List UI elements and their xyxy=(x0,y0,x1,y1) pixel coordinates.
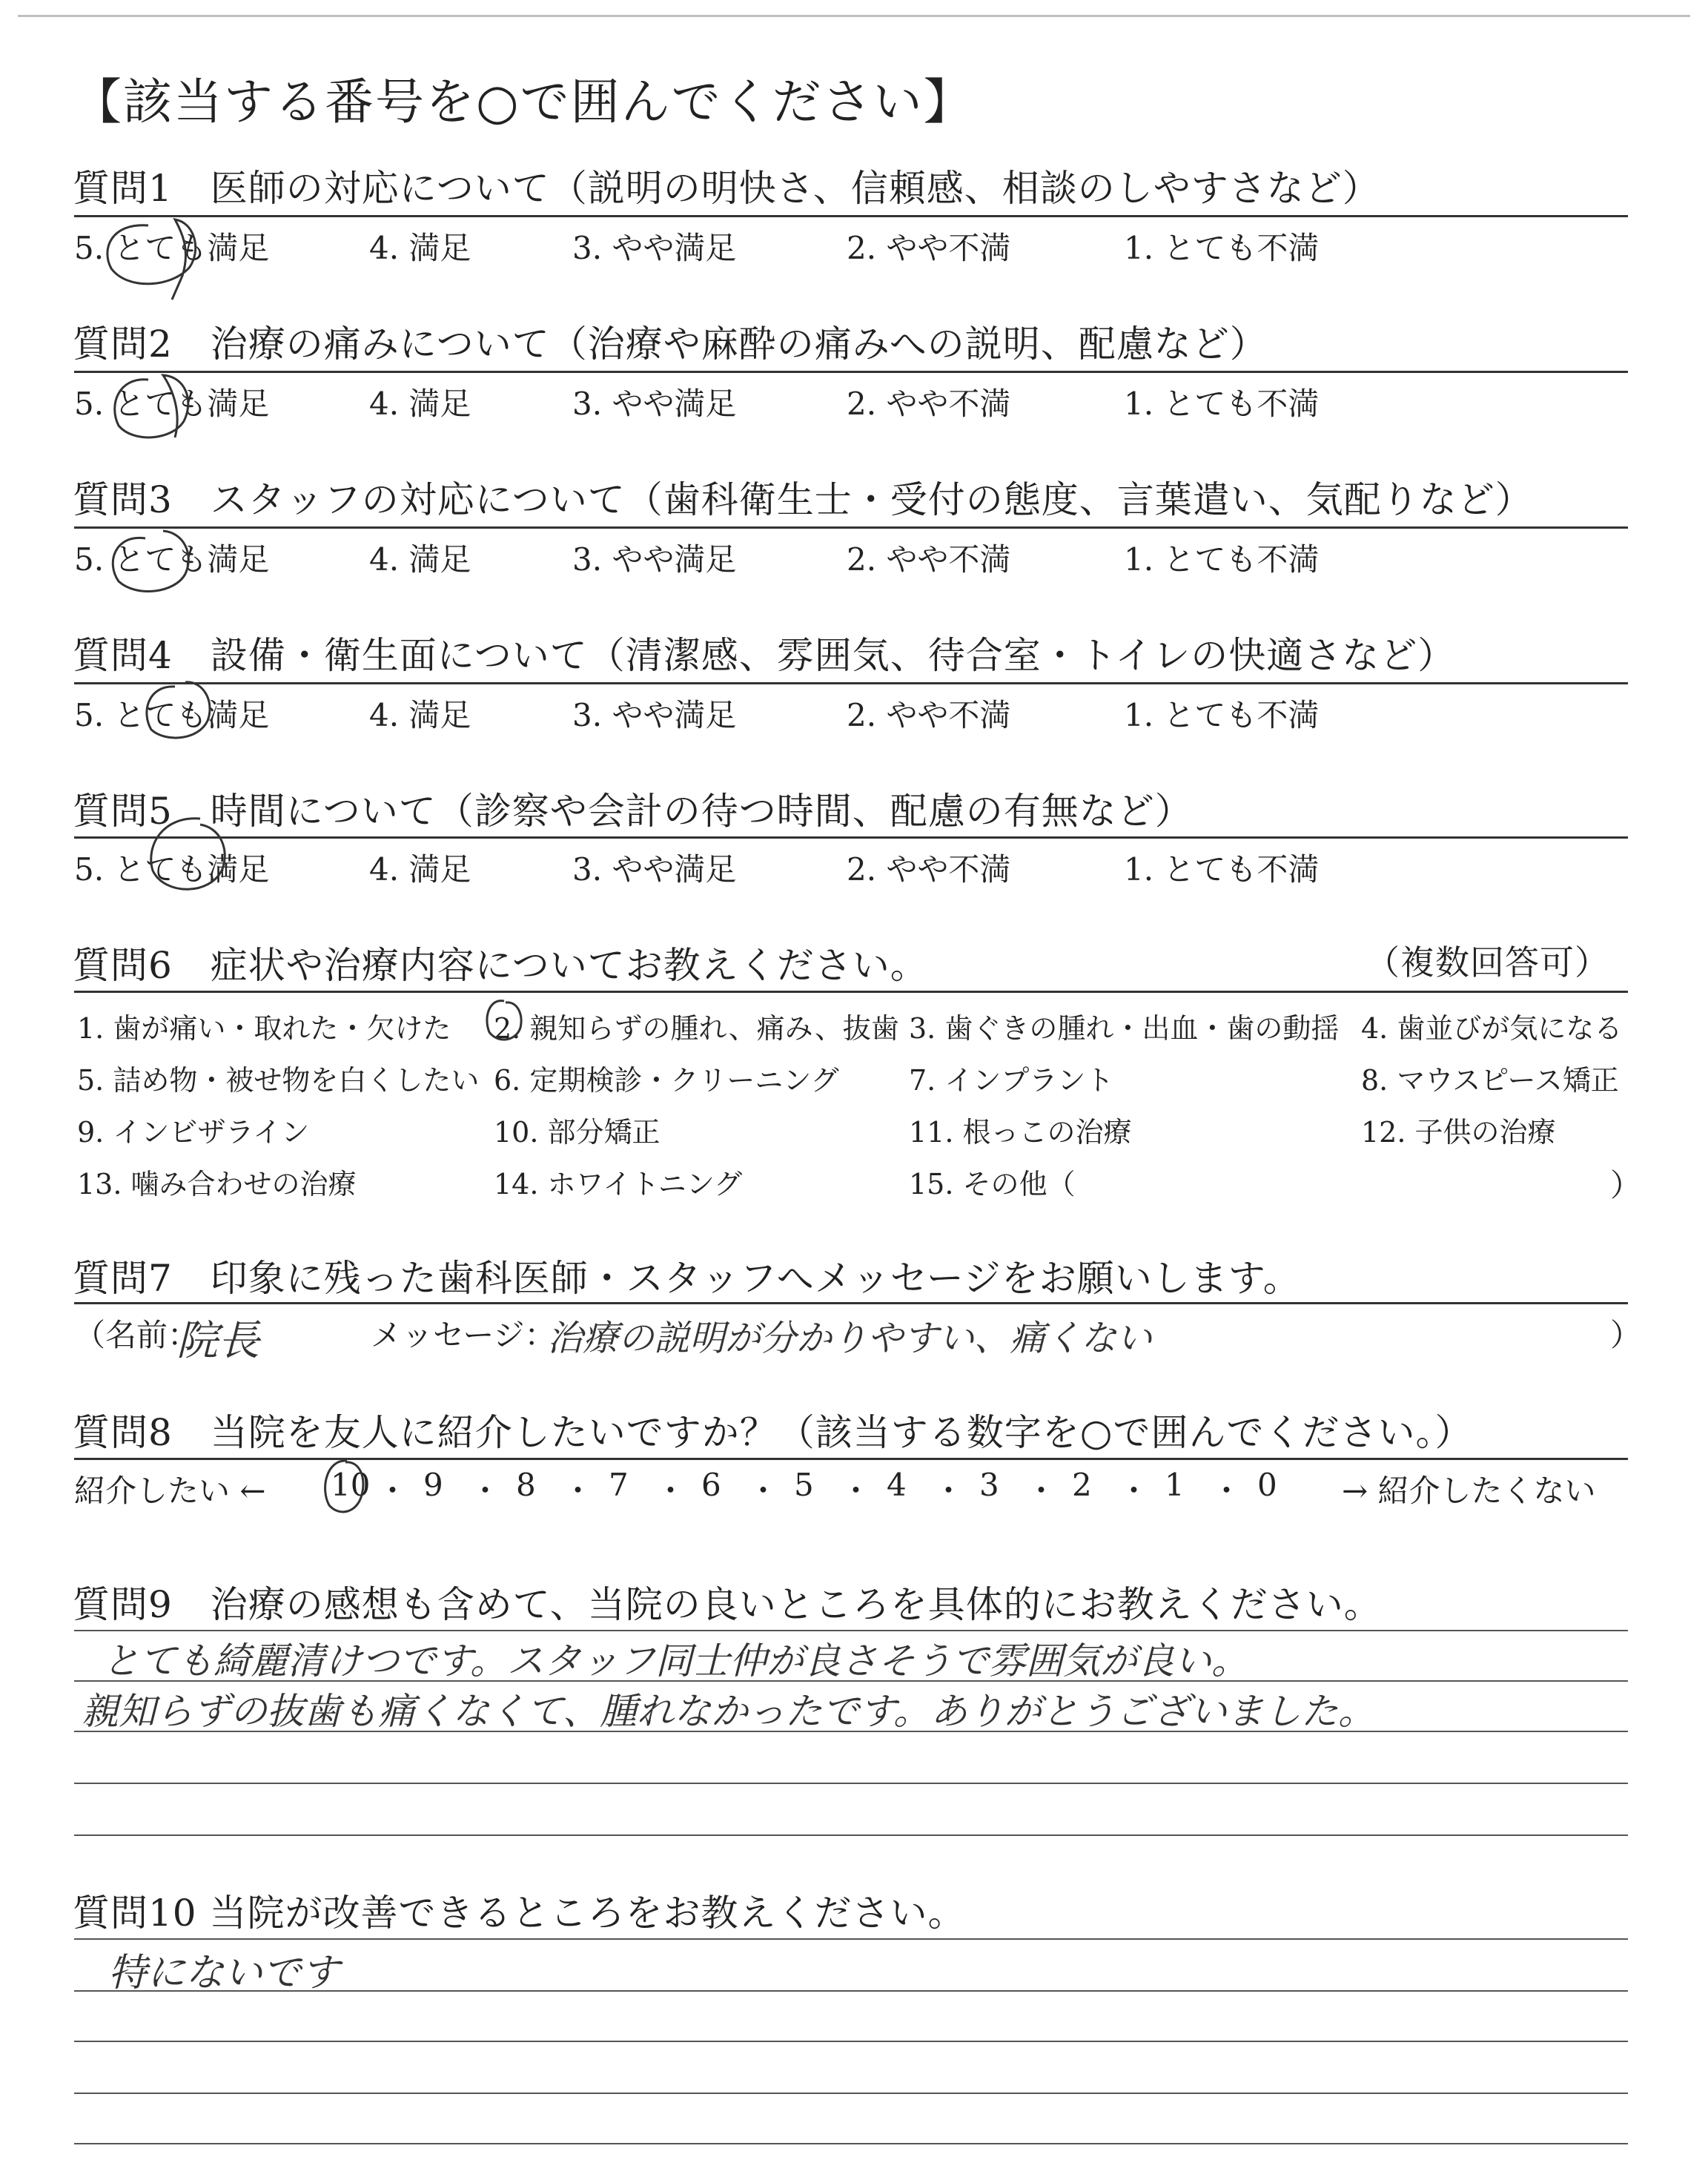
q6-option-10[interactable]: 10. 部分矯正 xyxy=(494,1116,661,1149)
q8-scale-dot: ・ xyxy=(840,1473,872,1509)
q4-option-5[interactable]: 5. とても満足 xyxy=(74,697,270,733)
q6-option-11[interactable]: 11. 根っこの治療 xyxy=(909,1116,1132,1149)
q8-scale-value-1[interactable]: 1 xyxy=(1165,1467,1185,1503)
q3-title: 質問3 スタッフの対応について（歯科衛生士・受付の態度、言葉遣い、気配りなど） xyxy=(73,478,1533,521)
q3-option-2[interactable]: 2. やや不満 xyxy=(847,541,1011,578)
q6-option-15[interactable]: 15. その他（ xyxy=(909,1168,1076,1200)
q4-title: 質問4 設備・衛生面について（清潔感、雰囲気、待合室・トイレの快適さなど） xyxy=(73,634,1456,677)
q10-handwriting-line-1[interactable]: 特にないです xyxy=(108,1951,340,1995)
q4-rule xyxy=(74,682,1628,684)
q7-rule xyxy=(74,1302,1628,1304)
q2-option-5[interactable]: 5. とても満足 xyxy=(74,386,270,422)
q6-option-8[interactable]: 8. マウスピース矯正 xyxy=(1361,1064,1619,1097)
q8-scale-value-10[interactable]: 10 xyxy=(331,1467,371,1503)
q8-right-label: → 紹介したくない xyxy=(1342,1473,1596,1509)
q6-option-14[interactable]: 14. ホワイトニング xyxy=(494,1168,743,1200)
q6-rule xyxy=(74,991,1628,993)
q8-scale-value-0[interactable]: 0 xyxy=(1257,1467,1277,1503)
q9-rule-4 xyxy=(74,1783,1628,1784)
q2-rule xyxy=(74,371,1628,373)
q6-option-9[interactable]: 9. インビザライン xyxy=(77,1116,310,1149)
q5-rule xyxy=(74,836,1628,839)
q5-option-5[interactable]: 5. とても満足 xyxy=(74,851,270,888)
q2-option-4[interactable]: 4. 満足 xyxy=(369,386,471,422)
q7-name-label: （名前： xyxy=(74,1317,199,1353)
q9-handwriting-line-2[interactable]: 親知らずの抜歯も痛くなくて、腫れなかったです。ありがとうございました。 xyxy=(82,1690,1375,1733)
q8-scale-value-3[interactable]: 3 xyxy=(979,1467,999,1503)
q6-option-2[interactable]: 2. 親知らずの腫れ、痛み、抜歯 xyxy=(494,1012,899,1045)
q7-close-paren: ） xyxy=(1610,1317,1642,1353)
q8-scale-value-2[interactable]: 2 xyxy=(1072,1467,1092,1503)
q2-option-1[interactable]: 1. とても不満 xyxy=(1124,386,1320,422)
q9-rule-5 xyxy=(74,1834,1628,1836)
q10-rule-5 xyxy=(74,2143,1628,2144)
q8-scale-dot: ・ xyxy=(655,1473,686,1509)
q8-scale-dot: ・ xyxy=(562,1473,594,1509)
q9-title: 質問9 治療の感想も含めて、当院の良いところを具体的にお教えください。 xyxy=(73,1583,1382,1626)
q6-note: （複数回答可） xyxy=(1366,942,1609,982)
q1-option-4[interactable]: 4. 満足 xyxy=(369,230,471,266)
q10-rule-1 xyxy=(74,1938,1628,1940)
q8-scale-value-9[interactable]: 9 xyxy=(423,1467,443,1503)
page-title: 【該当する番号を○で囲んでください】 xyxy=(73,73,974,131)
q3-option-4[interactable]: 4. 満足 xyxy=(369,541,471,578)
q10-rule-4 xyxy=(74,2093,1628,2094)
q8-scale-value-4[interactable]: 4 xyxy=(887,1467,907,1503)
q8-rule xyxy=(74,1458,1628,1460)
q2-option-3[interactable]: 3. やや満足 xyxy=(572,386,737,422)
q8-scale-dot: ・ xyxy=(747,1473,779,1509)
q8-scale-dot: ・ xyxy=(469,1473,501,1509)
q10-title: 質問10 当院が改善できるところをお教えください。 xyxy=(73,1892,966,1935)
q8-scale-dot: ・ xyxy=(1118,1473,1150,1509)
q1-title: 質問1 医師の対応について（説明の明快さ、信頼感、相談のしやすさなど） xyxy=(73,167,1380,210)
q7-name-handwriting[interactable]: 院長 xyxy=(176,1317,259,1365)
q8-scale-dot: ・ xyxy=(377,1473,408,1509)
q5-option-4[interactable]: 4. 満足 xyxy=(369,851,471,888)
q3-option-1[interactable]: 1. とても不満 xyxy=(1124,541,1320,578)
q1-option-3[interactable]: 3. やや満足 xyxy=(572,230,737,266)
q8-left-label: 紹介したい ← xyxy=(74,1473,266,1509)
q4-option-3[interactable]: 3. やや満足 xyxy=(572,697,737,733)
q1-option-5[interactable]: 5. とても満足 xyxy=(74,230,270,266)
top-edge-line xyxy=(18,15,1690,17)
q1-option-2[interactable]: 2. やや不満 xyxy=(847,230,1011,266)
q8-scale-value-7[interactable]: 7 xyxy=(609,1467,629,1503)
q3-option-3[interactable]: 3. やや満足 xyxy=(572,541,737,578)
q8-scale-value-8[interactable]: 8 xyxy=(516,1467,536,1503)
q10-rule-3 xyxy=(74,2041,1628,2042)
q6-other-close-paren: ） xyxy=(1610,1167,1642,1203)
q8-scale-dot: ・ xyxy=(933,1473,964,1509)
q2-title: 質問2 治療の痛みについて（治療や麻酔の痛みへの説明、配慮など） xyxy=(73,323,1268,366)
q6-option-6[interactable]: 6. 定期検診・クリーニング xyxy=(494,1064,839,1097)
q8-scale-value-6[interactable]: 6 xyxy=(701,1467,721,1503)
q3-rule xyxy=(74,526,1628,529)
q9-handwriting-line-1[interactable]: とても綺麗清けつです。スタッフ同士仲が良さそうで雰囲気が良い。 xyxy=(102,1639,1248,1682)
q6-option-7[interactable]: 7. インプラント xyxy=(909,1064,1114,1097)
q6-option-12[interactable]: 12. 子供の治療 xyxy=(1361,1116,1556,1149)
q8-scale-dot: ・ xyxy=(1025,1473,1057,1509)
q2-option-2[interactable]: 2. やや不満 xyxy=(847,386,1011,422)
q7-message-label: メッセージ： xyxy=(371,1317,556,1353)
q4-option-2[interactable]: 2. やや不満 xyxy=(847,697,1011,733)
q7-message-handwriting[interactable]: 治療の説明が分かりやすい、痛くない xyxy=(547,1318,1153,1359)
q8-scale-value-5[interactable]: 5 xyxy=(794,1467,814,1503)
q8-title: 質問8 当院を友人に紹介したいですか？（該当する数字を○で囲んでください。） xyxy=(73,1411,1473,1454)
q6-option-3[interactable]: 3. 歯ぐきの腫れ・出血・歯の動揺 xyxy=(909,1012,1340,1045)
q6-option-1[interactable]: 1. 歯が痛い・取れた・欠けた xyxy=(77,1012,451,1045)
q6-option-4[interactable]: 4. 歯並びが気になる xyxy=(1361,1012,1623,1045)
q1-option-1[interactable]: 1. とても不満 xyxy=(1124,230,1320,266)
q6-option-13[interactable]: 13. 噛み合わせの治療 xyxy=(77,1168,357,1200)
q8-scale-dot: ・ xyxy=(1211,1473,1242,1509)
q6-option-5[interactable]: 5. 詰め物・被せ物を白くしたい xyxy=(77,1064,480,1097)
q4-option-4[interactable]: 4. 満足 xyxy=(369,697,471,733)
q6-title: 質問6 症状や治療内容についてお教えください。 xyxy=(73,944,928,987)
q5-option-1[interactable]: 1. とても不満 xyxy=(1124,851,1320,888)
q5-option-2[interactable]: 2. やや不満 xyxy=(847,851,1011,888)
q5-option-3[interactable]: 3. やや満足 xyxy=(572,851,737,888)
q5-title: 質問5 時間について（診察や会計の待つ時間、配慮の有無など） xyxy=(73,790,1193,833)
q4-option-1[interactable]: 1. とても不満 xyxy=(1124,697,1320,733)
q3-option-5[interactable]: 5. とても満足 xyxy=(74,541,270,578)
q1-rule xyxy=(74,215,1628,217)
q7-title: 質問7 印象に残った歯科医師・スタッフへメッセージをお願いします。 xyxy=(73,1257,1301,1300)
